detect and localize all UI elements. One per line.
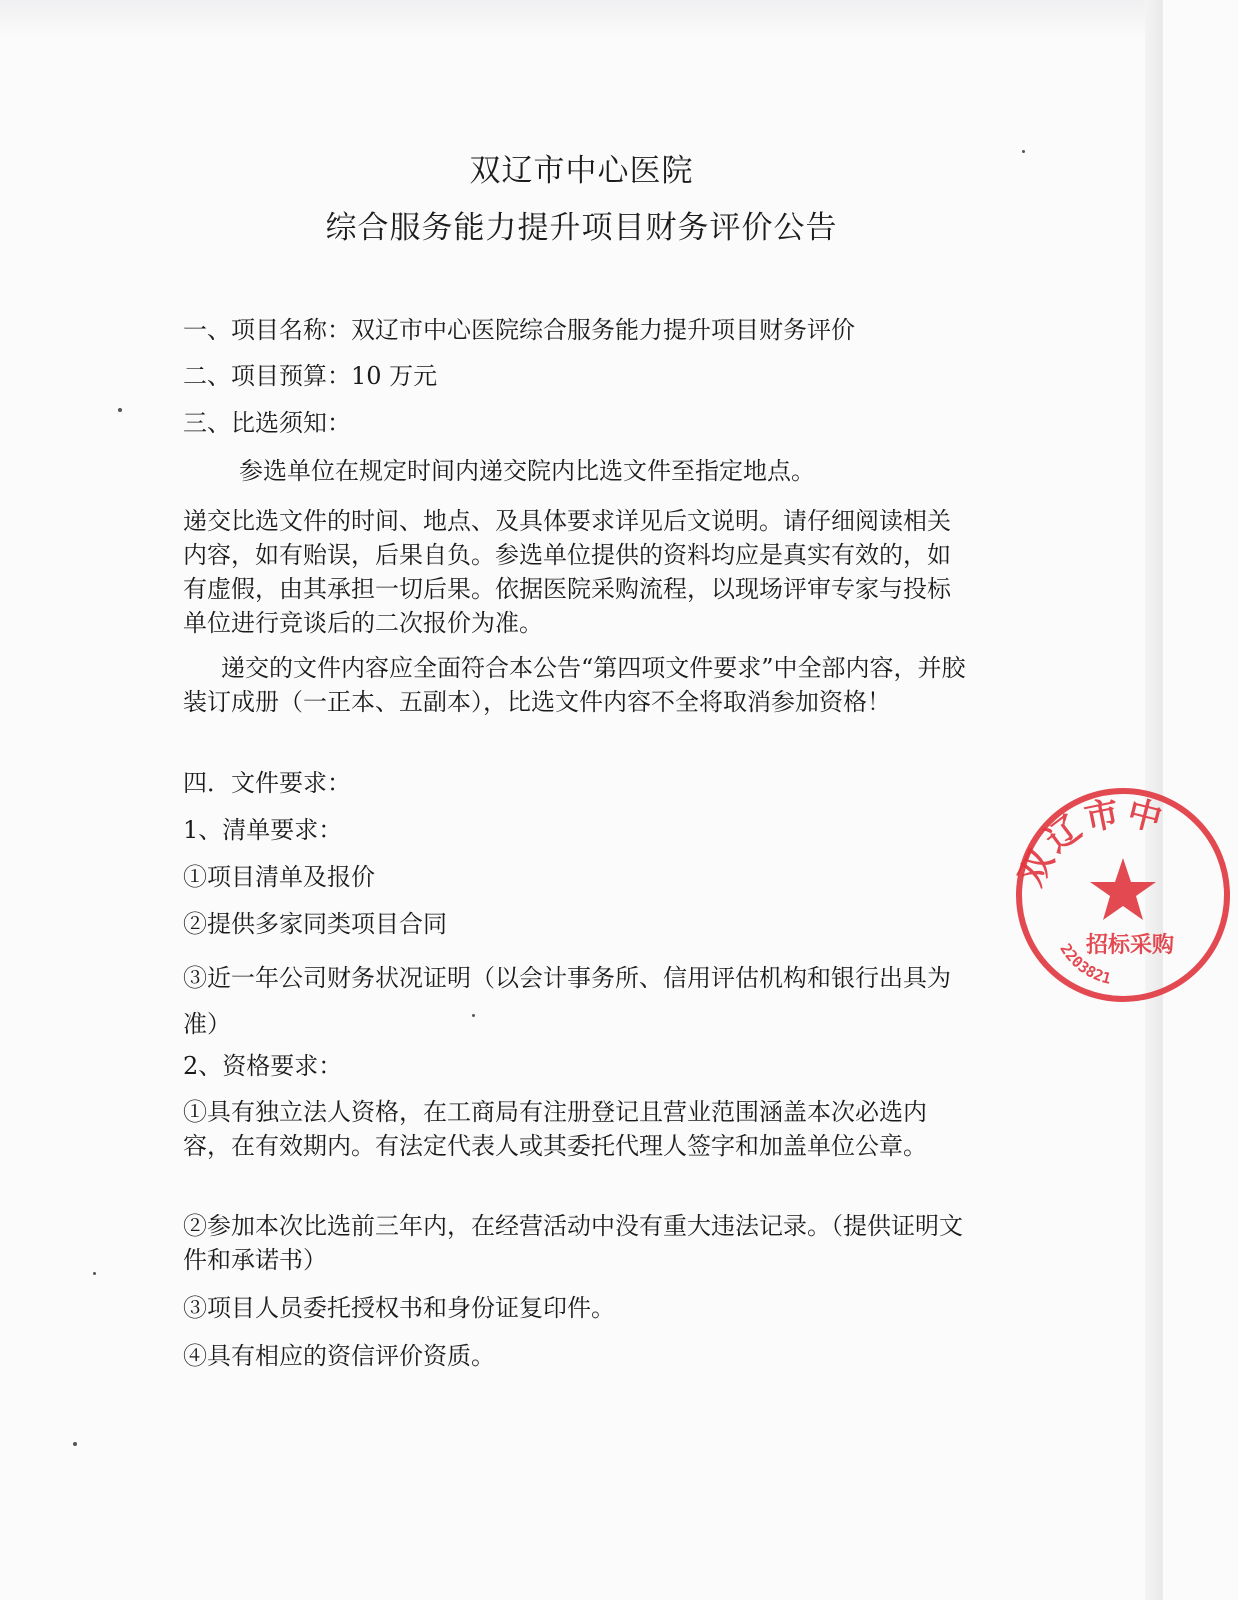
seal-org-text: 双辽市中	[1011, 792, 1170, 893]
list-item: ③近一年公司财务状况证明（以会计事务所、信用评估机构和银行出具为准）	[183, 964, 951, 1038]
paragraph-submit: 参选单位在规定时间内递交院内比选文件至指定地点。	[239, 457, 815, 485]
paragraph-content: 递交的文件内容应全面符合本公告“第四项文件要求”中全部内容，并胶装订成册（一正本、五副本），比选文件内容不全将取消参加资格！	[183, 654, 966, 716]
item-notice-heading: 三、比选须知：	[183, 409, 351, 437]
qualification-heading: 2、资格要求：	[183, 1052, 343, 1080]
title-line-2: 综合服务能力提升项目财务评价公告	[325, 210, 838, 246]
item-project-name: 一、项目名称：双辽市中心医院综合服务能力提升项目财务评价	[183, 316, 855, 344]
list-item: ①项目清单及报价	[183, 863, 375, 891]
seal-number: 2203821	[1056, 940, 1113, 988]
scan-speck	[118, 408, 122, 412]
item-budget: 二、项目预算：10 万元	[183, 362, 438, 390]
paragraph-details: 递交比选文件的时间、地点、及具体要求详见后文说明。请仔细阅读相关内容，如有贻误，后果自负。参选单位提供的资料均应是真实有效的，如有虚假，由其承担一切后果。依据医院采购流程，以现场评审专家与投标单位进行竞谈后的二次报价为准。	[183, 507, 951, 637]
scan-speck	[93, 1272, 96, 1275]
item-file-requirements: 四．文件要求：	[183, 769, 351, 797]
list-item: ②提供多家同类项目合同	[183, 910, 447, 938]
scan-shadow	[0, 0, 1163, 40]
qualification-item: ①具有独立法人资格，在工商局有注册登记且营业范围涵盖本次必选内容，在有效期内。有法定代表人或其委托代理人签字和加盖单位公章。	[183, 1098, 927, 1160]
scan-speck	[472, 1014, 475, 1017]
scan-speck	[1022, 150, 1025, 153]
qualification-item: ③项目人员委托授权书和身份证复印件。	[183, 1294, 615, 1322]
star-icon	[1090, 858, 1156, 920]
title-line-1: 双辽市中心医院	[469, 153, 694, 189]
qualification-item: ④具有相应的资信评价资质。	[183, 1342, 495, 1370]
seal-dept-text: 招标采购	[1086, 933, 1175, 958]
qualification-item: ②参加本次比选前三年内，在经营活动中没有重大违法记录。（提供证明文件和承诺书）	[183, 1212, 963, 1274]
scan-speck	[73, 1442, 77, 1446]
official-seal	[1008, 780, 1238, 1010]
list-heading: 1、清单要求：	[183, 816, 343, 844]
